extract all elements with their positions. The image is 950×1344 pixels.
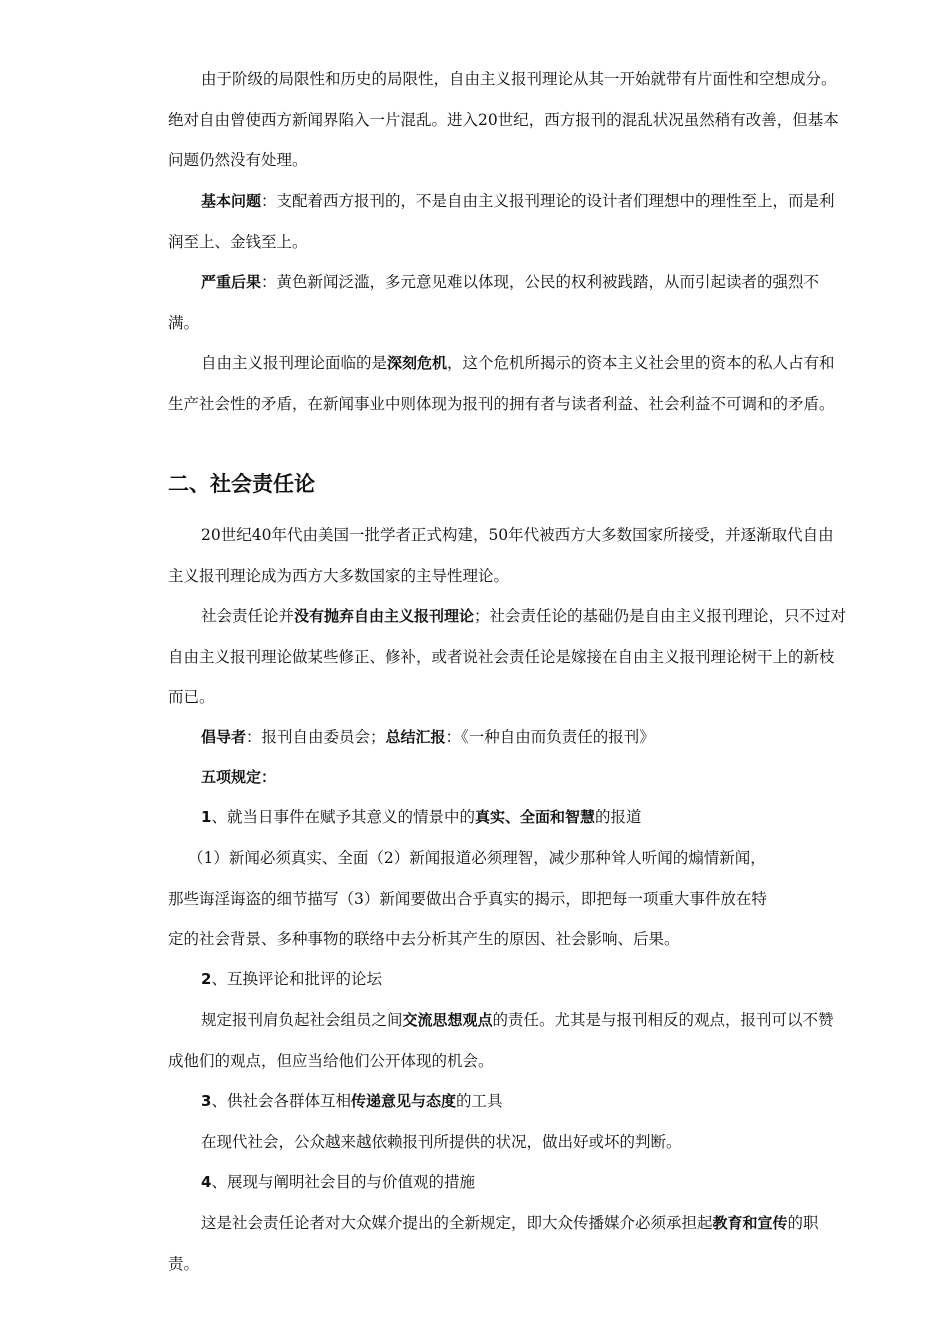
rule-3-heading: 3、供社会各群体互相传递意见与态度的工具 <box>201 1092 503 1110</box>
paragraph-deep-crisis: 自由主义报刊理论面临的是深刻危机，这个危机所揭示的资本主义社会里的资本的私人占有和生产社会性的矛盾，在新闻事业中则体现为报刊的拥有者与读者利益、社会利益不可调和的矛盾。 <box>168 354 835 413</box>
rule-1-detail-line-2: 那些诲淫诲盗的细节描写（3）新闻要做出合乎真实的揭示，即把每一项重大事件放在特 <box>168 890 767 908</box>
rule-1-detail-line-3: 定的社会背景、多种事物的联络中去分析其产生的原因、社会影响、后果。 <box>168 930 680 948</box>
paragraph-advocates: 倡导者：报刊自由委员会；总结汇报：《一种自由而负责任的报刊》 <box>201 728 655 746</box>
section-heading-social-responsibility: 二、社会责任论 <box>168 472 315 496</box>
paragraph-serious-consequence: 严重后果：黄色新闻泛滥，多元意见难以体现，公民的权利被践踏，从而引起读者的强烈不满。 <box>168 273 820 332</box>
rule-4-detail: 这是社会责任论者对大众媒介提出的全新规定，即大众传播媒介必须承担起教育和宣传的职责。 <box>168 1214 819 1273</box>
rule-1-heading: 1、就当日事件在赋予其意义的情景中的真实、全面和智慧的报道 <box>201 808 642 826</box>
rule-2-detail: 规定报刊肩负起社会组员之间交流思想观点的责任。尤其是与报刊相反的观点，报刊可以不赞成他们的观点，但应当给他们公开体现的机会。 <box>168 1011 834 1070</box>
rule-2-heading: 2、互换评论和批评的论坛 <box>201 970 382 988</box>
label-basic-problem: 基本问题 <box>201 192 262 210</box>
paragraph-origin: 20世纪40年代由美国一批学者正式构建，50年代被西方大多数国家所接受，并逐渐取代自由主义报刊理论成为西方大多数国家的主导性理论。 <box>168 526 834 585</box>
label-serious-consequence: 严重后果 <box>201 273 262 291</box>
rule-1-detail-line-1: （1）新闻必须真实、全面（2）新闻报道必须理智，减少那种耸人听闻的煽情新闻， <box>188 849 766 867</box>
rule-3-detail: 在现代社会，公众越来越依赖报刊所提供的状况，做出好或坏的判断。 <box>201 1133 682 1151</box>
paragraph-relationship: 社会责任论并没有抛弃自由主义报刊理论；社会责任论的基础仍是自由主义报刊理论，只不过对自由主义报刊理论做某些修正、修补，或者说社会责任论是嫁接在自由主义报刊理论树干上的新枝而已。 <box>168 607 847 706</box>
paragraph-five-rules-label: 五项规定： <box>201 768 277 786</box>
rule-4-heading: 4、展现与阐明社会目的与价值观的措施 <box>201 1173 475 1191</box>
paragraph-basic-problem: 基本问题：支配着西方报刊的，不是自由主义报刊理论的设计者们理想中的理性至上，而是利润至上、金钱至上。 <box>168 192 835 251</box>
paragraph-limitations: 由于阶级的局限性和历史的局限性，自由主义报刊理论从其一开始就带有片面性和空想成分。绝对自由曾使西方新闻界陷入一片混乱。进入20世纪，西方报刊的混乱状况虽然稍有改善，但基本问题仍然没有处理。 <box>168 70 839 169</box>
